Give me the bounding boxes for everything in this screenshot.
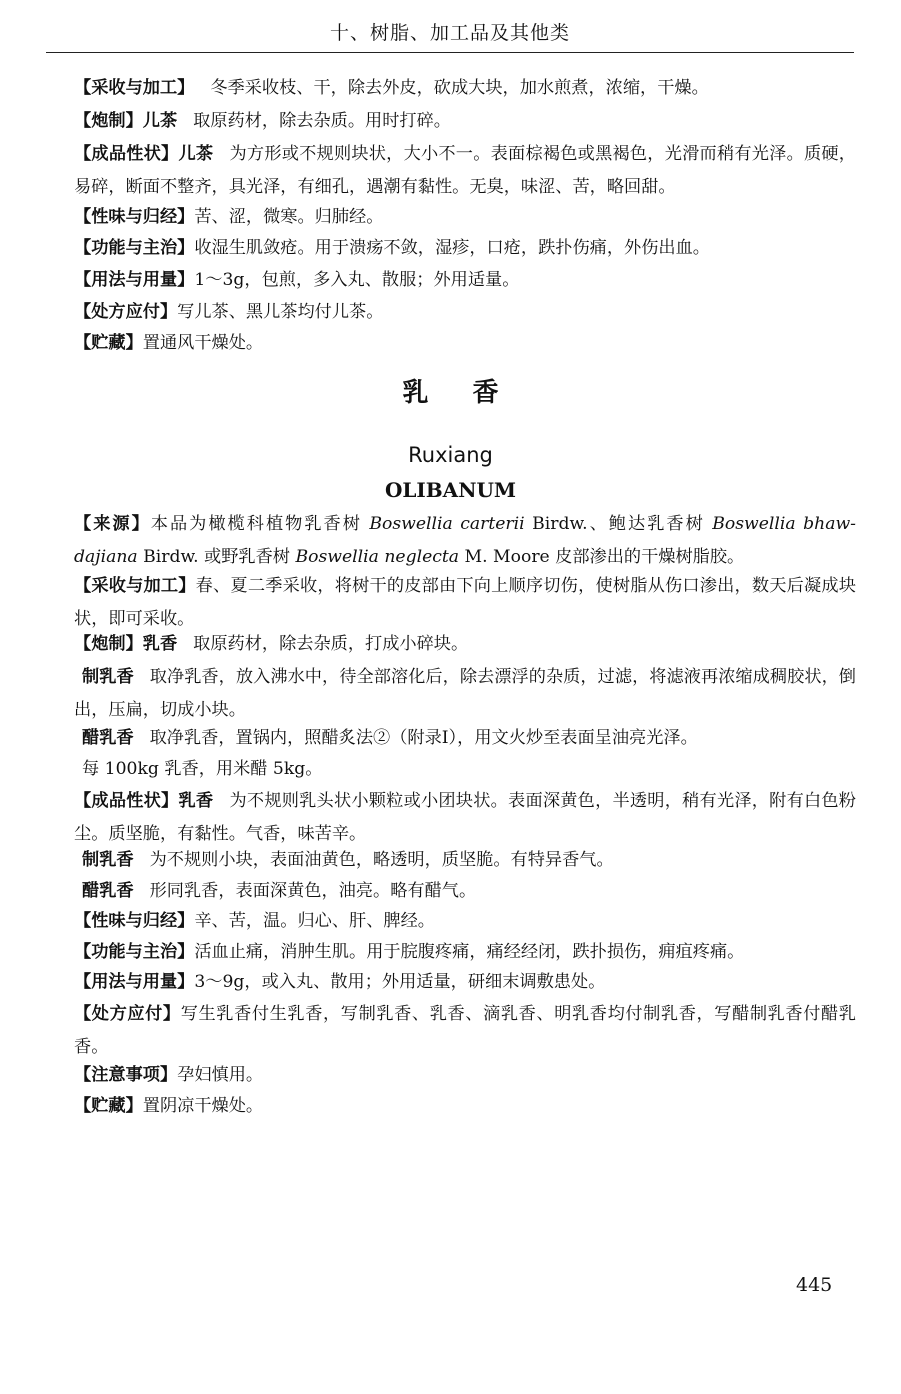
running-head: 十、树脂、加工品及其他类 [330,22,571,44]
section-label: 【炮制】乳香 [74,634,178,654]
section-text: 活血止痛，消肿生肌。用于脘腹疼痛，痛经经闭，跌扑损伤，痈疽疼痛。 [194,942,745,962]
section-label: 【贮藏】 [74,1096,143,1116]
section-text: 辛、苦，温。归心、肝、脾经。 [194,911,435,931]
section-text: 冬季采收枝、干，除去外皮，砍成大块，加水煎煮，浓缩，干燥。 [210,78,709,98]
section-text: 置阴凉干燥处。 [142,1096,264,1116]
process-vinegar-paragraph [74,722,856,755]
entry-title-chinese: 乳香 [402,378,543,408]
section-text: Birdw. 或野乳香树 [143,546,290,567]
section-label: 【注意事项】 [74,1065,178,1085]
section-label: 【采收与加工】 [74,576,196,596]
character-processed-paragraph [74,844,856,877]
section-text: 取净乳香，放入沸水中，待全部溶化后，除去漂浮的杂质，过滤，将滤液再浓缩成稠胶状，倒出，压扁，切成小块。 [74,667,856,720]
dosage-paragraph [74,966,856,999]
species-name: Boswellia carterii [369,514,525,534]
section-text: 3～9g，或入丸、散用；外用适量，研细末调敷患处。 [194,972,606,992]
section-text: 苦、涩，微寒。归肺经。 [194,207,384,227]
page-number: 445 [796,1274,833,1296]
section-text: 取净乳香，置锅内，照醋炙法②（附录Ⅰ），用文火炒至表面呈油亮光泽。 [149,728,698,748]
section-text: 写生乳香付生乳香，写制乳香、乳香、滴乳香、明乳香均付制乳香，写醋制乳香付醋乳香。 [74,1004,856,1057]
entry-title-pinyin: Ruxiang [408,443,493,467]
section-text: 每 100kg 乳香，用米醋 5kg。 [82,759,323,779]
section-text: 取原药材，除去杂质。用时打碎。 [193,111,451,131]
prev-nature-paragraph [74,201,856,234]
section-text: 为不规则乳头状小颗粒或小团块状。表面深黄色，半透明，稍有光泽，附有白色粉尘。质坚脆，有黏性。气香，味苦辛。 [74,791,856,844]
section-label: 【成品性状】儿茶 [74,144,214,164]
section-text: 写儿茶、黑儿茶均付儿茶。 [177,302,384,322]
section-label: 【功能与主治】 [74,238,195,258]
sub-label: 制乳香 [82,850,134,870]
section-text: 取原药材，除去杂质，打成小碎块。 [193,634,469,654]
section-text: 置通风干燥处。 [142,333,264,353]
sub-label: 制乳香 [82,667,134,687]
source-paragraph [74,508,856,573]
section-text: 春、夏二季采收，将树干的皮部由下向上顺序切伤，使树脂从伤口渗出，数天后凝成块状，即可采收。 [74,576,856,629]
prev-process-paragraph [74,105,856,138]
section-label: 【功能与主治】 [74,942,195,962]
section-label: 【性味与归经】 [74,207,195,227]
section-label: 【炮制】儿茶 [74,111,178,131]
section-label: 【贮藏】 [74,333,143,353]
section-label: 【性味与归经】 [74,911,195,931]
prescription-paragraph [74,998,856,1063]
harvest-paragraph [74,570,856,635]
entry-title-latin: OLIBANUM [384,478,517,502]
storage-paragraph [74,1090,856,1123]
prev-prescription-paragraph [74,296,856,329]
section-text: M. Moore 皮部渗出的干燥树脂胶。 [464,546,745,567]
prev-character-paragraph [74,138,856,203]
header-rule [46,52,854,53]
prev-storage-paragraph [74,327,856,360]
section-text: Birdw.、鲍达乳香树 [532,514,705,534]
section-label: 【采收与加工】 [74,78,195,98]
section-label: 【用法与用量】 [74,270,195,290]
section-text: 1～3g，包煎，多入丸、散服；外用适量。 [194,270,520,290]
character-vinegar-paragraph [74,875,856,908]
process-paragraph [74,628,856,661]
character-paragraph [74,785,856,850]
section-text: 收湿生肌敛疮。用于溃疡不敛，湿疹，口疮，跌扑伤痛，外伤出血。 [194,238,710,258]
function-paragraph [74,936,856,969]
species-name: Boswellia neglecta [295,546,460,567]
prev-dosage-paragraph [74,264,856,297]
section-text: 本品为橄榄科植物乳香树 [150,514,362,534]
nature-paragraph [74,905,856,938]
prev-harvest-paragraph [74,72,856,105]
section-label: 【处方应付】 [74,302,178,322]
process-processed-paragraph [74,661,856,726]
section-text: 为方形或不规则块状，大小不一。表面棕褐色或黑褐色，光滑而稍有光泽。质硬，易碎，断面不整齐，具光泽，有细孔，遇潮有黏性。无臭，味涩、苦，略回甜。 [74,144,856,197]
section-label: 【来源】 [74,514,151,534]
caution-paragraph [74,1059,856,1092]
process-vinegar-note [74,753,856,786]
section-text: 为不规则小块，表面油黄色，略透明，质坚脆。有特异香气。 [149,850,614,870]
section-label: 【成品性状】乳香 [74,791,214,811]
prev-function-paragraph [74,232,856,265]
section-label: 【处方应付】 [74,1004,181,1024]
section-label: 【用法与用量】 [74,972,195,992]
sub-label: 醋乳香 [82,728,134,748]
sub-label: 醋乳香 [82,881,134,901]
species-name: Boswellia bhaw-dajiana [74,514,856,567]
section-text: 形同乳香，表面深黄色，油亮。略有醋气。 [149,881,477,901]
section-text: 孕妇慎用。 [177,1065,264,1085]
